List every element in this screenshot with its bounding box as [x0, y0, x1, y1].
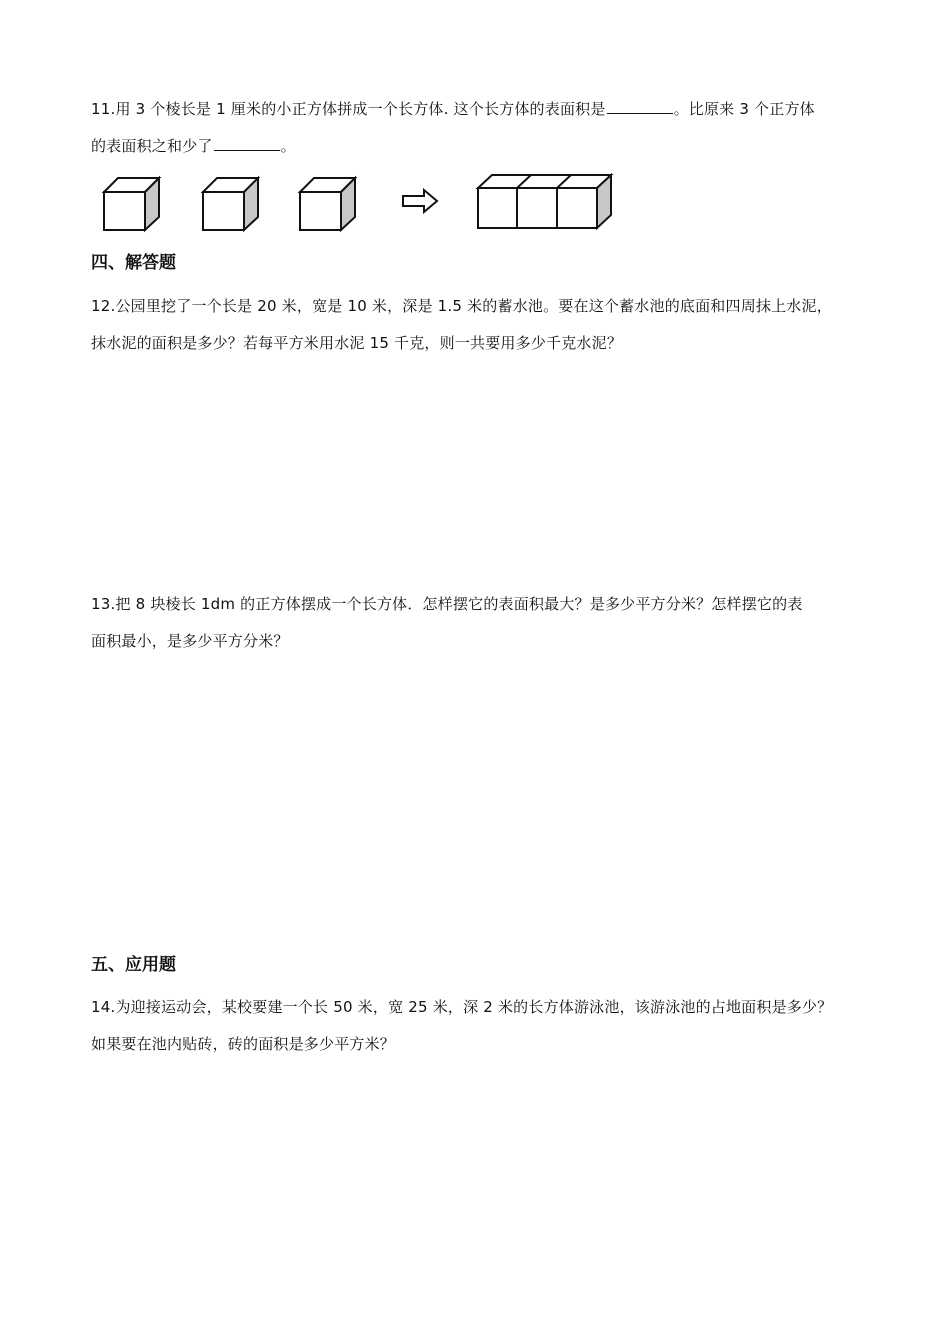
question-13-line-2: 面积最小，是多少平方分米？: [91, 632, 289, 650]
question-13: [91, 586, 861, 660]
question-14-line-2: 如果要在池内贴砖，砖的面积是多少平方米？: [91, 1035, 396, 1053]
question-14: [91, 989, 861, 1063]
question-11-line-1: 11.用 3 个棱长是 1 厘米的小正方体拼成一个长方体. 这个长方体的表面积是 。比原来 3 个正方体: [91, 100, 815, 118]
cubes-figure: [98, 172, 618, 236]
cube-3: [300, 178, 355, 230]
section-heading-5: 五、应用题: [91, 955, 176, 975]
right-arrow-icon: [403, 190, 437, 212]
question-14-line-1: 14.为迎接运动会，某校要建一个长 50 米，宽 25 米，深 2 米的长方体游泳池，该游泳池的占地面积是多少？: [91, 998, 833, 1016]
answer-blank-1[interactable]: [607, 99, 673, 114]
question-13-line-1: 13.把 8 块棱长 1dm 的正方体摆成一个长方体．怎样摆它的表面积最大？是多少平方分米？怎样摆它的表: [91, 595, 803, 613]
question-12-line-2: 抹水泥的面积是多少？若每平方米用水泥 15 千克，则一共要用多少千克水泥？: [91, 334, 623, 352]
answer-blank-2[interactable]: [214, 136, 280, 151]
question-12: [91, 288, 861, 362]
question-12-line-1: 12.公园里挖了一个长是 20 米，宽是 10 米，深是 1.5 米的蓄水池。要在这个蓄水池的底面和四周抹上水泥，: [91, 297, 832, 315]
combined-cuboid: [478, 175, 611, 228]
question-11-line-2: 的表面积之和少了 。: [91, 137, 296, 155]
cube-2: [203, 178, 258, 230]
cube-1: [104, 178, 159, 230]
question-11: [91, 91, 861, 165]
section-heading-4: 四、解答题: [91, 253, 176, 273]
